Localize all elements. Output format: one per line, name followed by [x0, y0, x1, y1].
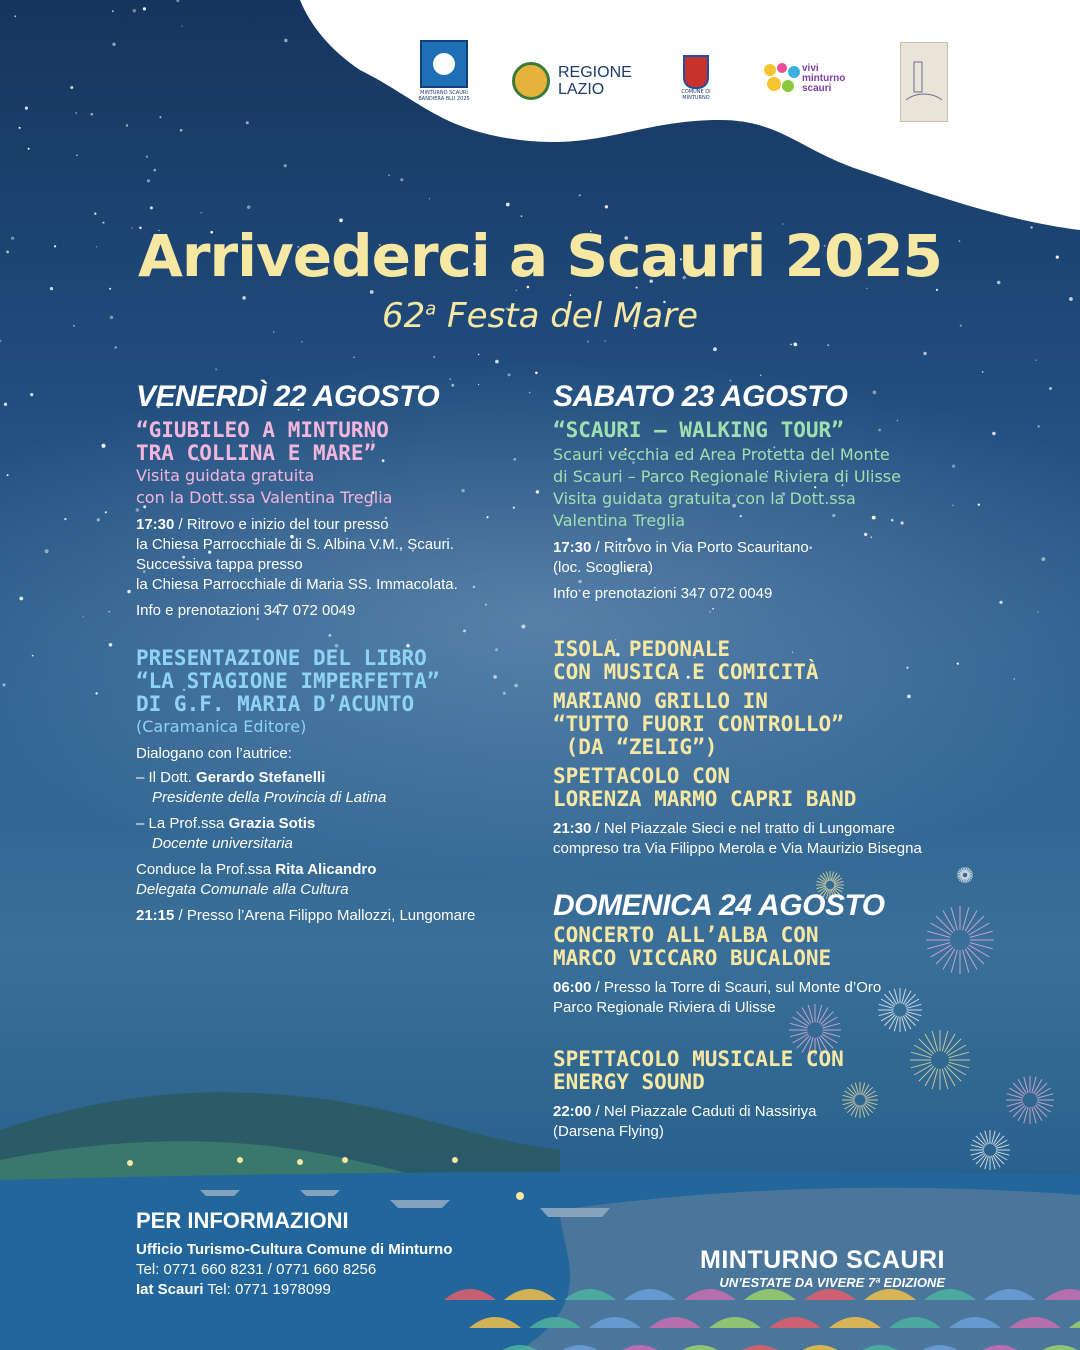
info-phone: Tel: 0771 660 8231 / 0771 660 8256 — [136, 1261, 377, 1278]
bandiera-blu-label: MINTURNO SCAURI BANDIERA BLU 2025 — [418, 90, 470, 102]
iat-phone: Tel: 0771 1978099 — [203, 1281, 331, 1298]
edition-ordinal: a — [425, 298, 437, 320]
page-subtitle — [0, 296, 1080, 336]
moderator-prefix: Conduce la Prof.ssa — [136, 861, 276, 878]
colorful-dots-icon — [762, 62, 802, 96]
event-details — [553, 978, 963, 998]
bandiera-blu-logo — [418, 40, 470, 102]
coat-of-arms-icon — [683, 55, 709, 89]
detail-line: la Chiesa Parrocchiale di Maria SS. Immacolata. — [136, 576, 458, 593]
day-heading-sunday: DOMENICA 24 AGOSTO — [553, 889, 885, 922]
event-title: MARCO VICCARO BUCALONE — [553, 946, 832, 970]
event-title: MARIANO GRILLO IN — [553, 689, 768, 713]
detail-line: (loc. Scogliera) — [553, 559, 654, 576]
event-title: CONCERTO ALL’ALBA CON — [553, 923, 819, 947]
event-title: (DA “ZELIG”) — [553, 735, 718, 759]
detail-line: / Nel Piazzale Caduti di Nassiriya — [591, 1103, 817, 1120]
comune-minturno-logo — [676, 55, 716, 101]
event-title: PRESENTAZIONE DEL LIBRO — [136, 646, 427, 670]
vivi-line3: scauri — [802, 83, 832, 94]
regione-line2: LAZIO — [558, 81, 605, 98]
event-title: CON MUSICA E COMICITÀ — [553, 660, 819, 684]
event-title: “TUTTO FUORI CONTROLLO” — [553, 712, 844, 736]
info-line: Ufficio Turismo-Cultura Comune di Minturno — [136, 1241, 453, 1258]
event-time: 21:30 — [553, 820, 592, 837]
info-footer — [136, 1208, 586, 1300]
event-description: di Scauri – Parco Regionale Riviera di Ulisse — [553, 467, 901, 486]
speaker-prefix: – Il Dott. — [136, 769, 197, 786]
vivi-minturno-scauri-logo — [762, 62, 845, 96]
regione-line1: REGIONE — [558, 64, 632, 81]
speaker-line — [136, 768, 536, 788]
brand-tagline: UN’ESTATE DA VIVERE 7ª EDIZIONE — [719, 1275, 945, 1290]
iat-label: Iat Scauri — [136, 1281, 204, 1298]
info-line: Info e prenotazioni 347 072 0049 — [553, 585, 773, 602]
vivi-line1: vivi — [802, 63, 819, 74]
day-heading-friday: VENERDÌ 22 AGOSTO — [136, 380, 440, 413]
left-column — [136, 380, 536, 926]
speaker-role: Presidente della Provincia di Latina — [152, 789, 387, 806]
speaker-name: Gerardo Stefanelli — [196, 769, 326, 786]
speaker-line — [136, 814, 536, 834]
event-details — [553, 819, 963, 839]
event-details — [136, 515, 536, 535]
comune-label: COMUNE DI MINTURNO — [681, 89, 711, 101]
event-description: Visita guidata gratuita con la Dott.ssa — [553, 489, 856, 508]
speaker-prefix: – La Prof.ssa — [136, 815, 229, 832]
detail-line: Successiva tappa presso — [136, 556, 303, 573]
event-title: “LA STAGIONE IMPERFETTA” — [136, 669, 440, 693]
event-title: LORENZA MARMO CAPRI BAND — [553, 787, 857, 811]
event-details — [553, 538, 963, 558]
day-heading-saturday: SABATO 23 AGOSTO — [553, 380, 848, 413]
event-title: SPETTACOLO MUSICALE CON — [553, 1047, 844, 1071]
event-time: 21:15 — [136, 907, 175, 924]
info-heading: PER INFORMAZIONI — [136, 1208, 349, 1233]
event-description: Valentina Treglia — [553, 511, 686, 530]
event-title: ISOLA PEDONALE — [553, 637, 731, 661]
detail-line: / Ritrovo in Via Porto Scauritano — [591, 539, 809, 556]
detail-line: compreso tra Via Filippo Merola e Via Maurizio Bisegna — [553, 840, 922, 857]
event-description: Visita guidata gratuita — [136, 466, 315, 485]
detail-line: (Darsena Flying) — [553, 1123, 664, 1140]
right-column — [553, 380, 963, 1142]
event-title: SPETTACOLO CON — [553, 764, 731, 788]
detail-line: Parco Regionale Riviera di Ulisse — [553, 999, 776, 1016]
event-time: 17:30 — [553, 539, 592, 556]
event-title: “GIUBILEO A MINTURNO — [136, 418, 389, 442]
detail-line: la Chiesa Parrocchiale di S. Albina V.M., Scauri. — [136, 536, 454, 553]
brand-block — [660, 1246, 945, 1290]
event-title: “SCAURI – WALKING TOUR” — [553, 418, 844, 442]
detail-line: / Nel Piazzale Sieci e nel tratto di Lungomare — [591, 820, 895, 837]
event-description: Scauri vecchia ed Area Protetta del Monte — [553, 445, 890, 464]
moderator-role: Delegata Comunale alla Cultura — [136, 881, 349, 898]
event-details — [553, 1102, 963, 1122]
detail-line: Dialogano con l’autrice: — [136, 745, 292, 762]
edition-number: 62 — [381, 296, 426, 336]
speaker-name: Grazia Sotis — [228, 815, 316, 832]
event-description: con la Dott.ssa Valentina Treglia — [136, 488, 393, 507]
vivi-line2: minturno — [802, 73, 846, 84]
event-title: TRA COLLINA E MARE” — [136, 441, 377, 465]
flag-icon — [420, 40, 468, 88]
moderator-line — [136, 860, 536, 880]
rioni-artwork-logo — [900, 42, 948, 122]
event-time: 06:00 — [553, 979, 592, 996]
regione-emblem-icon — [512, 62, 550, 100]
tower-sketch-icon — [904, 52, 944, 112]
event-time: 17:30 — [136, 516, 175, 533]
info-line: Info e prenotazioni 347 072 0049 — [136, 602, 356, 619]
detail-line: / Presso l’Arena Filippo Mallozzi, Lungomare — [174, 907, 476, 924]
event-details — [136, 906, 536, 926]
brand-name: MINTURNO SCAURI — [700, 1246, 945, 1274]
moderator-name: Rita Alicandro — [275, 861, 377, 878]
info-iat — [136, 1280, 586, 1300]
detail-line: / Ritrovo e inizio del tour presso — [174, 516, 389, 533]
event-time: 22:00 — [553, 1103, 592, 1120]
speaker-role: Docente universitaria — [152, 835, 293, 852]
event-title: DI G.F. MARIA D’ACUNTO — [136, 692, 415, 716]
regione-lazio-logo — [512, 62, 632, 100]
detail-line: / Presso la Torre di Scauri, sul Monte d’Oro — [591, 979, 882, 996]
event-title: ENERGY SOUND — [553, 1070, 705, 1094]
page-title: Arrivederci a Scauri 2025 — [137, 222, 943, 290]
subtitle-text: Festa del Mare — [436, 296, 699, 336]
event-description: (Caramanica Editore) — [136, 717, 307, 736]
